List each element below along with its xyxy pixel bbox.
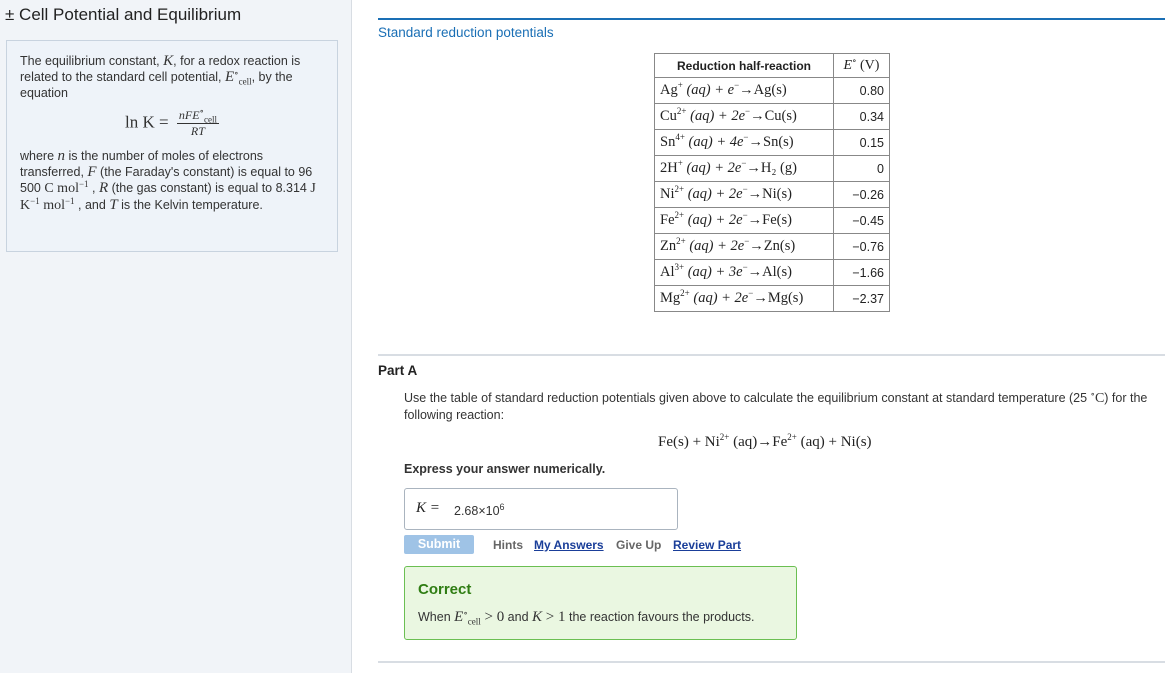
- header-reaction: Reduction half-reaction: [655, 54, 834, 78]
- intro-box: [6, 40, 338, 252]
- instruction-text: Express your answer numerically.: [404, 462, 606, 476]
- feedback-message: When $E^\circ_{cell} > 0$ and K > 1 the reaction favours the products.: [418, 607, 755, 627]
- reaction-cell: $Mg^{2+}$ (aq) + 2e−→Mg(s): [655, 286, 834, 312]
- potential-cell: −0.45: [834, 208, 890, 234]
- reduction-potentials-table: [654, 53, 890, 312]
- table-row: [655, 78, 890, 104]
- equilibrium-equation: ln K = $\frac{nFE^\circ_{cell}}{RT}$: [125, 106, 217, 138]
- reaction-cell: $Ni^{2+}$ (aq) + 2e−→Ni(s): [655, 182, 834, 208]
- page-title: ± Cell Potential and Equilibrium: [5, 5, 242, 24]
- submit-button[interactable]: Submit: [404, 535, 474, 554]
- potential-cell: 0.34: [834, 104, 890, 130]
- potential-cell: −2.37: [834, 286, 890, 312]
- table-header-row: [655, 54, 890, 78]
- standard-reduction-potentials-link[interactable]: Standard reduction potentials: [378, 25, 554, 40]
- divider: [378, 354, 1165, 356]
- potential-cell: −1.66: [834, 260, 890, 286]
- table-row: [655, 156, 890, 182]
- feedback-title: Correct: [418, 581, 472, 598]
- section-divider: [378, 18, 1165, 20]
- reaction-cell: $Fe^{2+}$ (aq) + 2e−→Fe(s): [655, 208, 834, 234]
- potential-cell: 0.15: [834, 130, 890, 156]
- table-body: [655, 78, 890, 312]
- review-part-link[interactable]: Review Part: [673, 538, 742, 552]
- part-title: Part A: [378, 363, 418, 378]
- answer-label: K =: [416, 500, 440, 516]
- question-text: Use the table of standard reduction potentials given above to calculate the equilibrium constant at standard temperature (25 ∘C) for the following reaction:: [404, 388, 1148, 422]
- feedback-correct: [404, 566, 797, 640]
- header-e0: E∘ (V): [834, 54, 890, 78]
- divider: [378, 661, 1165, 663]
- reaction-cell: Ag+ (aq) + e−→Ag(s): [655, 78, 834, 104]
- table-row: [655, 286, 890, 312]
- table-row: [655, 182, 890, 208]
- give-up-link[interactable]: Give Up: [616, 538, 662, 552]
- table-row: [655, 130, 890, 156]
- answer-input[interactable]: [404, 488, 678, 530]
- potential-cell: −0.76: [834, 234, 890, 260]
- sidebar: [0, 0, 352, 673]
- table-row: [655, 234, 890, 260]
- potential-cell: 0: [834, 156, 890, 182]
- reaction-cell: 2H+ (aq) + 2e−→H₂ (g): [655, 156, 834, 182]
- table-row: [655, 208, 890, 234]
- reaction-cell: $Al^{3+}$ (aq) + 3e−→Al(s): [655, 260, 834, 286]
- answer-value: $2.68\times 10^6$: [454, 501, 505, 518]
- potential-cell: −0.26: [834, 182, 890, 208]
- main-content: [378, 0, 1165, 673]
- reaction-cell: $Sn^{4+}$ (aq) + 4e−→Sn(s): [655, 130, 834, 156]
- my-answers-link[interactable]: My Answers: [534, 538, 604, 552]
- potential-cell: 0.80: [834, 78, 890, 104]
- reaction-equation: $Fe(s) + Ni^{2+}$ $(aq)\to Fe^{2+}$ (aq) + Ni(s): [658, 432, 872, 450]
- reaction-cell: $Cu^{2+}$ (aq) + 2e−→Cu(s): [655, 104, 834, 130]
- intro-paragraph-1: The equilibrium constant, K, for a redox reaction is related to the standard cell potential, $E^\circ_{cell}$, by the equation: [20, 53, 301, 100]
- reaction-cell: $Zn^{2+}$ (aq) + 2e−→Zn(s): [655, 234, 834, 260]
- table-row: [655, 260, 890, 286]
- hints-link[interactable]: Hints: [493, 538, 523, 552]
- intro-paragraph-2: where n is the number of moles of electrons transferred, F (the Faraday's constant) is equal to 96 500 C mol$^{-1}$ , R (the gas constant) is equal to 8.314 J $K^{-1}$ mol$^{-1}$ , and T is the Kelvin temperature.: [20, 148, 316, 213]
- table-row: [655, 104, 890, 130]
